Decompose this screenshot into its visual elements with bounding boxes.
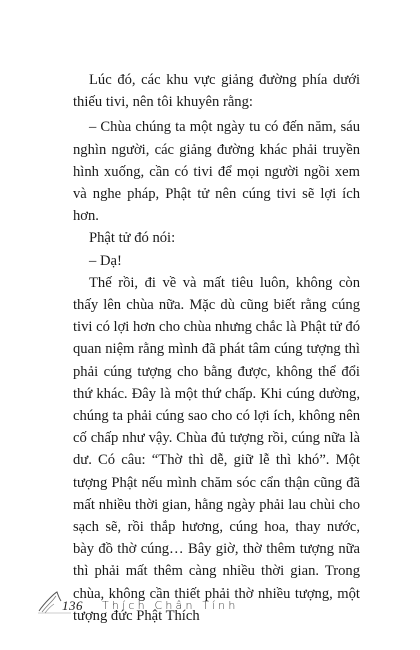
paragraph: Lúc đó, các khu vực giảng đường phía dưới thiếu tivi, nên tôi khuyên rằng: bbox=[73, 72, 360, 111]
running-title: Thích Chân Tính bbox=[102, 599, 239, 612]
paragraph: – Chùa chúng ta một ngày tu có đến năm, sáu nghìn người, các giảng đường khác phải truyền hình xuống, cần có tivi để mọi người ngồi xem và nghe pháp, Phật tử nên cúng tivi sẽ lợi ích hơn. bbox=[73, 119, 360, 225]
paragraph: – Dạ! bbox=[89, 252, 122, 269]
paragraph: Thế rồi, đi về và mất tiêu luôn, không còn thấy lên chùa nữa. Mặc dù cũng biết rằng cúng tivi có lợi hơn cho chùa nhưng chắc là Phật tử đó quan niệm rằng mình đã phát tâm cúng tượng thì phải cúng tượng cho bằng được, không thể đổi thứ khác. Đây là một thứ chấp. Khi cúng dường, chúng ta phải cúng sao cho có lợi ích, không nên cố chấp như vậy. Chùa đủ tượng rồi, cúng nữa là dư. Có câu: “Thờ thì dễ, giữ lễ thì khó”. Một tượng Phật nếu mình chăm sóc cẩn thận cũng đã mất nhiều thời gian, hằng ngày phải lau chùi cho sạch sẽ, rồi thắp hương, cúng hoa, thay nước, bày đồ thờ cúng… Bây giờ, thờ thêm tượng nữa thì phải mất thêm càng nhiều thời gian. Trong chùa, không cần thiết phải thờ nhiều tượng, một tượng đức Phật Thích bbox=[73, 274, 360, 624]
paragraph: Phật tử đó nói: bbox=[89, 230, 176, 247]
page-footer bbox=[38, 596, 268, 620]
page-body bbox=[73, 69, 360, 627]
page-number: 136 bbox=[62, 598, 83, 613]
